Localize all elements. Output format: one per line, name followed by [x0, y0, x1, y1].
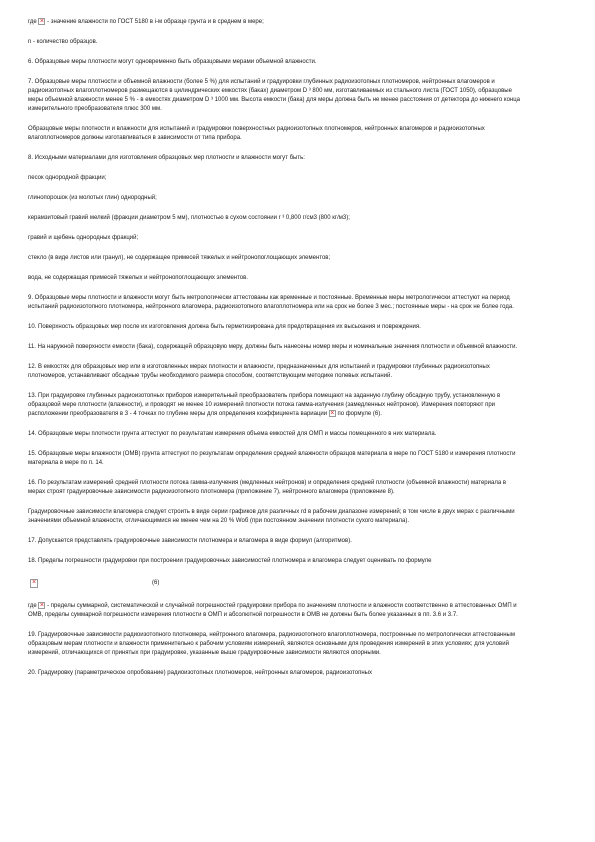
paragraph-text: 9. Образцовые меры плотности и влажности могут быть метрологически аттестованы как временные и постоянные. Временные меры метрологически аттестуют на период испытаний радиоизотопного плотномера, нейтронного влагомера, радиоизотопного влагоплотномера или на срок не более 3 мес.; постоянные меры - на срок не более года. [28, 295, 514, 311]
paragraph [28, 58, 523, 67]
paragraph-text: гравий и щебень однородных фракций; [28, 235, 139, 242]
paragraph [28, 557, 523, 566]
paragraph [28, 631, 523, 658]
paragraph-text-after: по формуле (6). [337, 411, 382, 418]
broken-image-icon [38, 18, 45, 25]
paragraph [28, 18, 523, 27]
paragraph [28, 294, 523, 312]
paragraph-text-after: - пределы суммарной, систематической и случайной погрешностей градуировки прибора по значениям плотности и влажности соответственно в аттестованных ОМП и ОМВ, пределы суммарной погрешности измерения плотности в ОМП и абсолютной погрешности в ОМВ не должны быть более указанных в пп. 3.6 и 3.7. [28, 603, 517, 619]
paragraph [28, 537, 523, 546]
formula-image-icon [30, 579, 38, 588]
paragraph-text-before: где [28, 19, 37, 26]
paragraph-text: 18. Пределы погрешности градуировки при построении градуировочных зависимостей плотномера и влагомера следует оценивать по формуле [28, 558, 432, 565]
paragraph [28, 38, 523, 47]
broken-image-icon [329, 410, 336, 417]
paragraph-text-after: - значение влажности по ГОСТ 5180 в i-м образце грунта и в среднем в мере; [47, 19, 264, 26]
paragraph-text: глинопорошок (из молотых глин) однородный; [28, 195, 157, 202]
formula-row [28, 577, 523, 591]
paragraph-text: Образцовые меры плотности и влажности для испытаний и градуировки поверхностных радиоизотопных плотномеров, нейтронных влагомеров и радиоизотопных влагоплотномеров должны изготавливаться в зависимости от типа прибора. [28, 126, 485, 142]
paragraph-text: 16. По результатам измерений средней плотности потока гамма-излучения (медленных нейтронов) и определения средней плотности (объемной влажности) материала в мерах строят градуировочные зависимости радиоизотопного плотномера (приложение 7), нейтронного влагомера (приложение 8). [28, 480, 507, 496]
paragraph-text: 10. Поверхность образцовых мер после их изготовления должна быть герметизирована для предотвращения их высыхания и повреждения. [28, 324, 421, 331]
paragraph-text: 14. Образцовые меры плотности грунта аттестуют по результатам измерения объема емкостей для ОМП и массы помещенного в них материала. [28, 431, 437, 438]
paragraph [28, 194, 523, 203]
paragraph-text: 12. В емкостях для образцовых мер или в изготовленных мерах плотности и влажности, предназначенных для испытаний и градуировки глубинных радиоизотопных плотномеров, устанавливают обсадные трубы необходимого размера способом, соответствующим методике полевых испытаний. [28, 364, 490, 380]
paragraph [28, 254, 523, 263]
paragraph-text: 6. Образцовые меры плотности могут одновременно быть образцовыми мерами объемной влажности. [28, 59, 317, 66]
paragraph-text: 11. На наружной поверхности емкости (бака), содержащей образцовую меру, должны быть нанесены номер меры и номинальные значения плотности и объемной влажности. [28, 344, 518, 351]
paragraph-text: стекло (в виде листов или гранул), не содержащее примесей тяжелых и нейтронопоглощающих элементов; [28, 255, 331, 262]
broken-image-icon [38, 602, 45, 609]
paragraph-text: вода, не содержащая примесей тяжелых и нейтронопоглощающих элементов. [28, 275, 248, 282]
paragraph-text: 8. Исходными материалами для изготовления образцовых мер плотности и влажности могут быть: [28, 155, 305, 162]
paragraph [28, 508, 523, 526]
formula-number: (6) [152, 580, 160, 587]
paragraph-text-before: 13. При градуировке глубинных радиоизотопных приборов измерительный преобразователь прибора помещают на заданную глубину обсадную трубу, установленную в образцовой мере плотности (влажности), и проводят не менее 10 измерений плотности потока гамма-излучения (замедленных нейтронов). Измерения повторяют при расположении преобразователя в 3 - 4 точках по глубине меры для определения коэффициента вариации [28, 393, 501, 418]
paragraph-text: керамзитовый гравий мелкий (фракции диаметром 5 мм), плотностью в сухом состоянии r ³ 0,800 г/см3 (800 кг/м3); [28, 215, 350, 222]
paragraph [28, 669, 523, 678]
paragraph [28, 450, 523, 468]
paragraph [28, 602, 523, 620]
paragraph-text: 19. Градуировочные зависимости радиоизотопного плотномера, нейтронного влагомера, радиоизотопного влагоплотномера, построенные по метрологически аттестованным образцовым мерам плотности и влажности применительно к рабочим условиям измерений, являются основными для проведения измерений в этих условиях; для условий измерений, отличающихся от принятых при градуировке, указанные выше градуировочные зависимости являются опорными. [28, 632, 515, 657]
paragraph [28, 343, 523, 352]
paragraph [28, 214, 523, 223]
paragraph-text: 15. Образцовые меры влажности (ОМВ) грунта аттестуют по результатам определения средней влажности образцов материала в мере по ГОСТ 5180 и измерения плотности материала в мере по п. 14. [28, 451, 516, 467]
paragraph [28, 78, 523, 114]
paragraph [28, 323, 523, 332]
paragraph-text: песок однородной фракции; [28, 175, 107, 182]
paragraph-text: n - количество образцов. [28, 39, 98, 46]
paragraph [28, 392, 523, 419]
paragraph-text: 17. Допускается представлять градуировочные зависимости плотномера и влагомера в виде формул (алгоритмов). [28, 538, 352, 545]
paragraph [28, 274, 523, 283]
paragraph [28, 363, 523, 381]
paragraph [28, 174, 523, 183]
paragraph-text-before: где [28, 603, 37, 610]
paragraph [28, 479, 523, 497]
paragraph [28, 154, 523, 163]
paragraph [28, 234, 523, 243]
paragraph-text: Градуировочные зависимости влагомера следует строить в виде серии графиков для различных rd в рабочем диапазоне измерений; в том числе в двух мерах с различными значениями объемной влажности, отличающимися не менее чем на 20 % Wоб (при постоянном значении плотности сухого материала). [28, 509, 515, 525]
paragraph [28, 430, 523, 439]
paragraph [28, 125, 523, 143]
paragraph-text: 20. Градуировку (параметрическое опробование) радиоизотопных плотномеров, нейтронных влагомеров, радиоизотопных [28, 670, 372, 677]
paragraph-text: 7. Образцовые меры плотности и объемной влажности (более 5 %) для испытаний и градуировки глубинных радиоизотопных плотномеров, нейтронных влагомеров и радиоизотопных влагоплотномеров размещаются в цилиндрических емкостях (баках) диаметром D ³ 800 мм, изготавливаемых из стального листа (ГОСТ 1050), образцовые меры объемной влажности менее 5 % - в емкостях диаметром D ³ 1000 мм. Высота емкости (бака) для меры должна быть не менее расстояния от детектора до нижнего конца измерительного преобразователя плюс 300 мм. [28, 79, 521, 113]
